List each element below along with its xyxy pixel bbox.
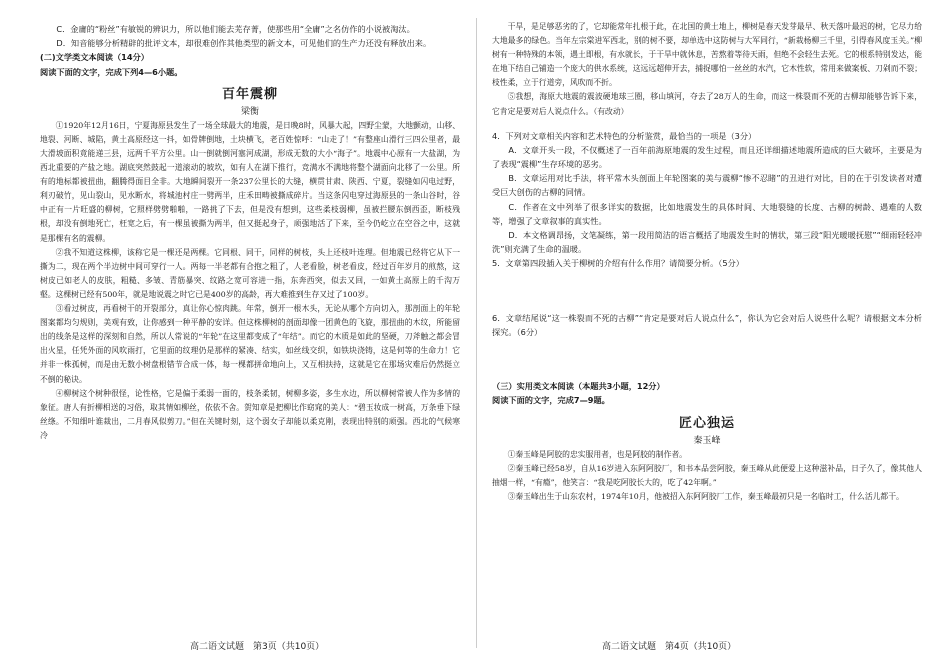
paragraph-r3: ③秦玉峰出生于山东农村，1974年10月，他被招入东阿阿胶厂工作，秦玉峰最初只是一名临时工，什么活儿都干。 (507, 491, 904, 501)
paragraph-r1: ①秦玉峰是阿胶的忠实服用者，也是阿胶的制作者。 (507, 449, 687, 459)
instruction: 阅读下面的文字，完成下列4—6小题。 (40, 66, 183, 77)
instruction-3: 阅读下面的文字，完成7—9题。 (492, 395, 610, 406)
option-c: C．金庸的“粉丝”有敏锐的辨识力，所以他们能去芜存菁，使那些用“全庸”之名仿作的小说被淘汰。 (56, 24, 415, 34)
question-4-option-d: D．本文格调昂扬，文笔凝练，第一段用简洁的语言概括了地震发生时的情状，第三段“阳光暖暖抚慰”“细雨轻轻冲洗”则充满了生命的温暖。 (492, 230, 922, 255)
paragraph-5: ⑤我想，海原大地震的震波硬地球三圈，移山填河，夺去了28万人的生命，而这一株裂而不死的古柳却能够告诉下来，它肯定是要对后人说点什么。（有改动） (492, 92, 922, 116)
right-page (492, 0, 922, 670)
paragraph-continuation: 干旱，是足够恶劣的了，它却能常年扎根于此，在北国的黄土地上，柳树是春天发芽最早、秋天落叶最迟的树，它尽力给大地最多的绿色。当年左宗棠进军西北，别的树不要，却单选中这防树与大军同行，“新栽杨柳三千里，引得春风度玉关。”柳树有一种特殊的本领，遇土即根，有水就长，于干旱中就休息，苦熬着等待天雨，但绝不会轻生去死。它的根系特别发达，能在地下结自己铺造一个庞大的供水系统，这远远超伸开去，捕捉哪怕一丝丝的水汽，它木性软，常用来做案板、刀剁而不裂；枝性柔，立于行道旁，风吹而不折。 (492, 22, 922, 88)
question-6: 6．文章结尾说“这一株裂而不死的古柳”“肯定是要对后人说点什么”，你认为它会对后人说些什么呢？请根据文本分析探究。（6分） (492, 312, 922, 337)
article-author: 梁衡 (240, 106, 259, 117)
article-title: 百年震柳 (221, 86, 278, 102)
question-4: 4．下列对文章相关内容和艺术特色的分析鉴赏，最恰当的一项是（3分） (492, 130, 757, 141)
paragraph-2: ②我不知道这株柳，该称它是一棵还是两棵。它同根、同干，同样的树枝，头上还枝叶连理。但地震已经将它从下一撕为二，现在两个半边树中间可穿行一人。两每一半老都有合抱之粗了，人老看脸，树老看皮，经过百年岁月的煎熬，这树皮已如老人的皮肤，粗糙、多皱、青筋暴突、纹路之宽可容进一指，东奔西突，似去又回，一如黄土高原上的千沟万壑。这棵树已经有500年，就是地说震之时它已是400岁的高龄，再大难推到生存又过了100岁。 (40, 247, 460, 299)
page-footer: 高二语文试题 第4页（共10页） (602, 642, 737, 652)
column-divider (476, 18, 477, 648)
question-5: 5．文章第四段插入关于柳树的介绍有什么作用？请简要分析。（5分） (492, 258, 744, 269)
question-4-option-c: C．作者在文中列举了很多详实的数据，比如地震发生的具体时间、大地裂缝的长度、古柳的树龄、遇难的人数等，增强了文章叙事的真实性。 (492, 201, 922, 226)
paragraph-3: ③看过树皮，再看树干的开裂部分，真让你心惊肉跳。年常，倒开一根木头，无论从哪个方向切入，那剖面上的年轮图案都均匀规则，美观有致，让你感到一种平静的安详。但这株柳树的剖面却像一团黄色的飞旋，那扭曲的木纹，所能留出的线条是这样的深刻和自然，所以人常说的“年轮”在这里都变成了“年结”。而它的木质是如此的坚硬，刀斧触之都会冒出火星，任凭外面的风吹雨打，它里面的纹理仍是那样的紧凑、结实，如丝线交织，如铁块浇铸，这是何等的生命力！它并非一株孤树，而是由无数小树盘根错节合成一体，每一棵都拼命地向上，又互相扶持，这就是它在那场灾难后仍然挺立不倒的秘诀。 (40, 304, 460, 384)
paragraph-r2: ②秦玉峰已经58岁，自从16岁进入东阿阿胶厂，和书本品尝阿胶，秦玉峰从此便爱上这种滋补品，日子久了，像其他人抽烟一样，“有瘾”，他笑言：“我是吃阿胶长大的，吃了42年啊。” (492, 463, 922, 487)
article-title-3: 匠心独运 (678, 415, 735, 431)
section-title-3: （三）实用类文本阅读（本题共3小题，12分） (492, 381, 665, 392)
section-title: (二)文学类文本阅读（14分） (40, 52, 149, 63)
question-4-option-a: A．文章开头一段，不仅概述了一百年前海原地震的发生过程，而且还详细描述地震所造成的巨大破坏，主要是为了表现“震柳”生存环境的恶劣。 (492, 144, 922, 170)
left-page (40, 0, 460, 670)
paragraph-1: ①1920年12月16日，宁夏海原县发生了一场全球最大的地震，是日晚8时，风暴大起，四野尘蒙，大地颤动，山移、地裂、河断、城陷，黄土高原经这一抖，如骨牌倒地，土块横飞，老百姓惊呼：“山走了！”有整座山滑行三四公里者，最大滑坡面积竟能递三县，远两千平方公里。山一倒就倒河塞河成湖，形成无数的大小“海子”。地震中心原有一大盐湖，为西北重要的产盐之地。湖底突然鼓起一道滚动的坡坎，如有人在湖下推行，竞满水不满地将整个湖面向北移了一公里。所有的地标都被扭曲，翻腾得面目全非。大地瞬间裂开一条237公里长的大缝，横贯甘肃、陕西、宁夏，裂缝如闪电过野，利刃破竹，见山裂山，见水断水，将城池村庄一劈两半，庄禾田畴被撕成碎片。当这条闪电穿过海原县的一条山谷时，谷中正有一片旺盛的柳树，它照样劈劈啪啪，一路挑了下去，但是没有想到，这些柔枝弱柳，虽被拦腰东倒西歪，断枝残根，却没有倒地死亡，枉宽之后，有一棵虽被撕为两半，但又挺起身子，顽强地活了下来，至今仍屹立在空谷之中，这就是那棵有名的震柳。 (40, 120, 460, 243)
page-footer: 高二语文试题 第3页（共10页） (190, 642, 325, 652)
paragraph-4: ④柳树这个树种很怪，论性格，它是偏于柔弱一面的，枝条柔韧，树柳多姿，多生水边，所以柳树常被人作为多情的象征。唐人有折柳相送的习俗，取其情如柳丝，依依不舍。贺知章是把柳比作窈窕的美人：“碧玉妆成一树高，万条垂下绿丝绦。不知细叶谁裁出，二月春风似剪刀。”但在关键时刻，这个弱女子却能以柔克刚，表现出特别的顽强。西北的气候寒冷 (40, 388, 460, 440)
option-d: D．知音能够分析精辟的批评文本，却很难创作其他类型的新文本，可见他们的生产力还没有释放出来。 (56, 38, 432, 49)
article-author-3: 秦玉峰 (693, 435, 721, 446)
question-4-option-b: B．文章运用对比手法，将平常木头剖面上年轮图案的美与震柳“惨不忍睹”的丑进行对比，目的在于引发读者对遭受巨大创伤的古柳的同情。 (492, 173, 922, 198)
